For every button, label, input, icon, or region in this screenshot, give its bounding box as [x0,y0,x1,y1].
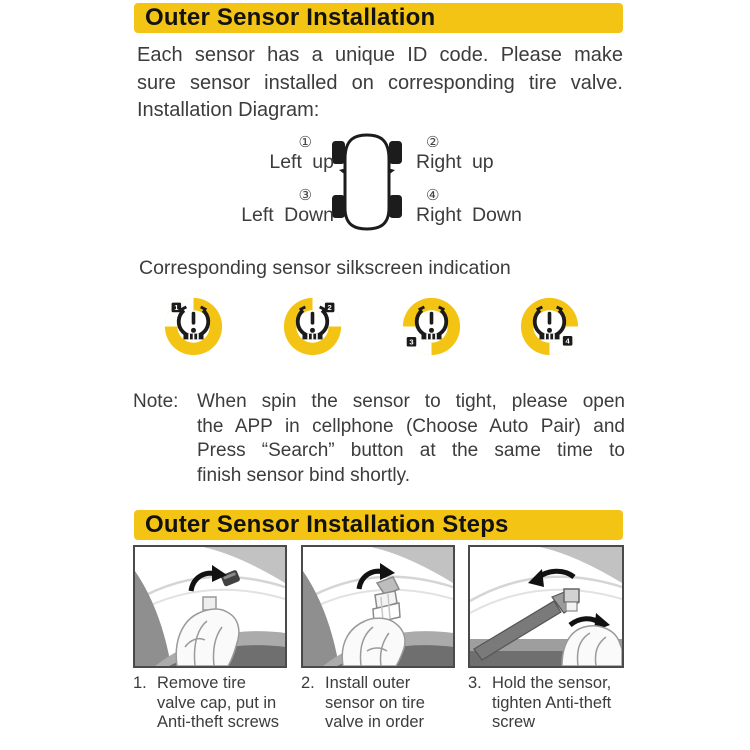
step-caption-3 [468,674,626,733]
step-text: Hold the sensor, tighten Anti-theft screw [492,674,612,731]
section-header-outer-sensor-installation [134,3,623,33]
sensor-in-wrench [564,589,579,602]
note-line-2: the APP in cellphone (Choose Auto Pair) and [197,415,625,437]
note-line-1: When spin the sensor to tight, please open [197,391,625,412]
step-text: Remove tire valve cap, put in Anti-theft screws [157,674,279,731]
step-caption-1 [133,674,285,733]
step-number: 1. [133,674,147,692]
intro-paragraph [137,42,623,125]
note-body [197,390,625,488]
intro-line-2: sure sensor installed on corresponding tire valve. [137,71,623,94]
position-text: Left up [269,151,334,173]
sensor-number: 1 [174,303,179,313]
hand [342,618,405,666]
car-top-view-icon [331,132,403,232]
step-image-remove-valve-cap [133,545,287,668]
position-number: ③ [298,187,312,204]
sensor-number: 2 [327,303,332,313]
sensor-silkscreen-icon-2 [282,296,343,357]
intro-line-3: Installation Diagram: [137,99,320,121]
hand [176,609,239,666]
hand [562,626,622,666]
position-label-left-up [269,134,334,173]
position-label-right-down [416,187,522,226]
car-body-outline [345,135,389,229]
section-header-installation-steps [134,510,623,540]
installation-diagram [0,128,750,238]
position-number: ① [298,134,312,151]
position-text: Right Down [416,204,522,226]
sensor-number: 3 [409,337,414,347]
step-image-tighten-screw [468,545,624,668]
position-label-right-up [416,134,494,173]
section-title: Outer Sensor Installation [145,4,436,31]
silkscreen-heading: Corresponding sensor silkscreen indication [139,257,511,279]
step-caption-2 [301,674,453,733]
sensor-silkscreen-icon-1 [163,296,224,357]
tire-front-right-icon [389,141,402,164]
step-text: Install outer sensor on tire valve in order [325,674,425,731]
note-line-4: finish sensor bind shortly. [197,464,410,486]
position-number: ④ [426,187,440,204]
sensor-silkscreen-icon-3 [401,296,462,357]
note-paragraph [133,390,625,488]
sensor-silkscreen-icon-4 [519,296,580,357]
step-number: 3. [468,674,482,692]
position-number: ② [426,134,440,151]
step-number: 2. [301,674,315,692]
position-text: Left Down [241,204,334,226]
note-line-3: Press “Search” button at the same time to [197,440,625,461]
section-title: Outer Sensor Installation Steps [145,511,509,538]
outer-sensor [373,577,400,623]
valve-stem [203,597,216,610]
step-image-install-sensor [301,545,455,668]
position-label-left-down [241,187,334,226]
note-label: Note: [133,391,179,412]
position-text: Right up [416,151,494,173]
valve-cap [220,569,240,586]
sensor-number: 4 [565,336,570,346]
intro-line-1: Each sensor has a unique ID code. Please make [137,44,623,66]
tire-rear-right-icon [389,195,402,218]
